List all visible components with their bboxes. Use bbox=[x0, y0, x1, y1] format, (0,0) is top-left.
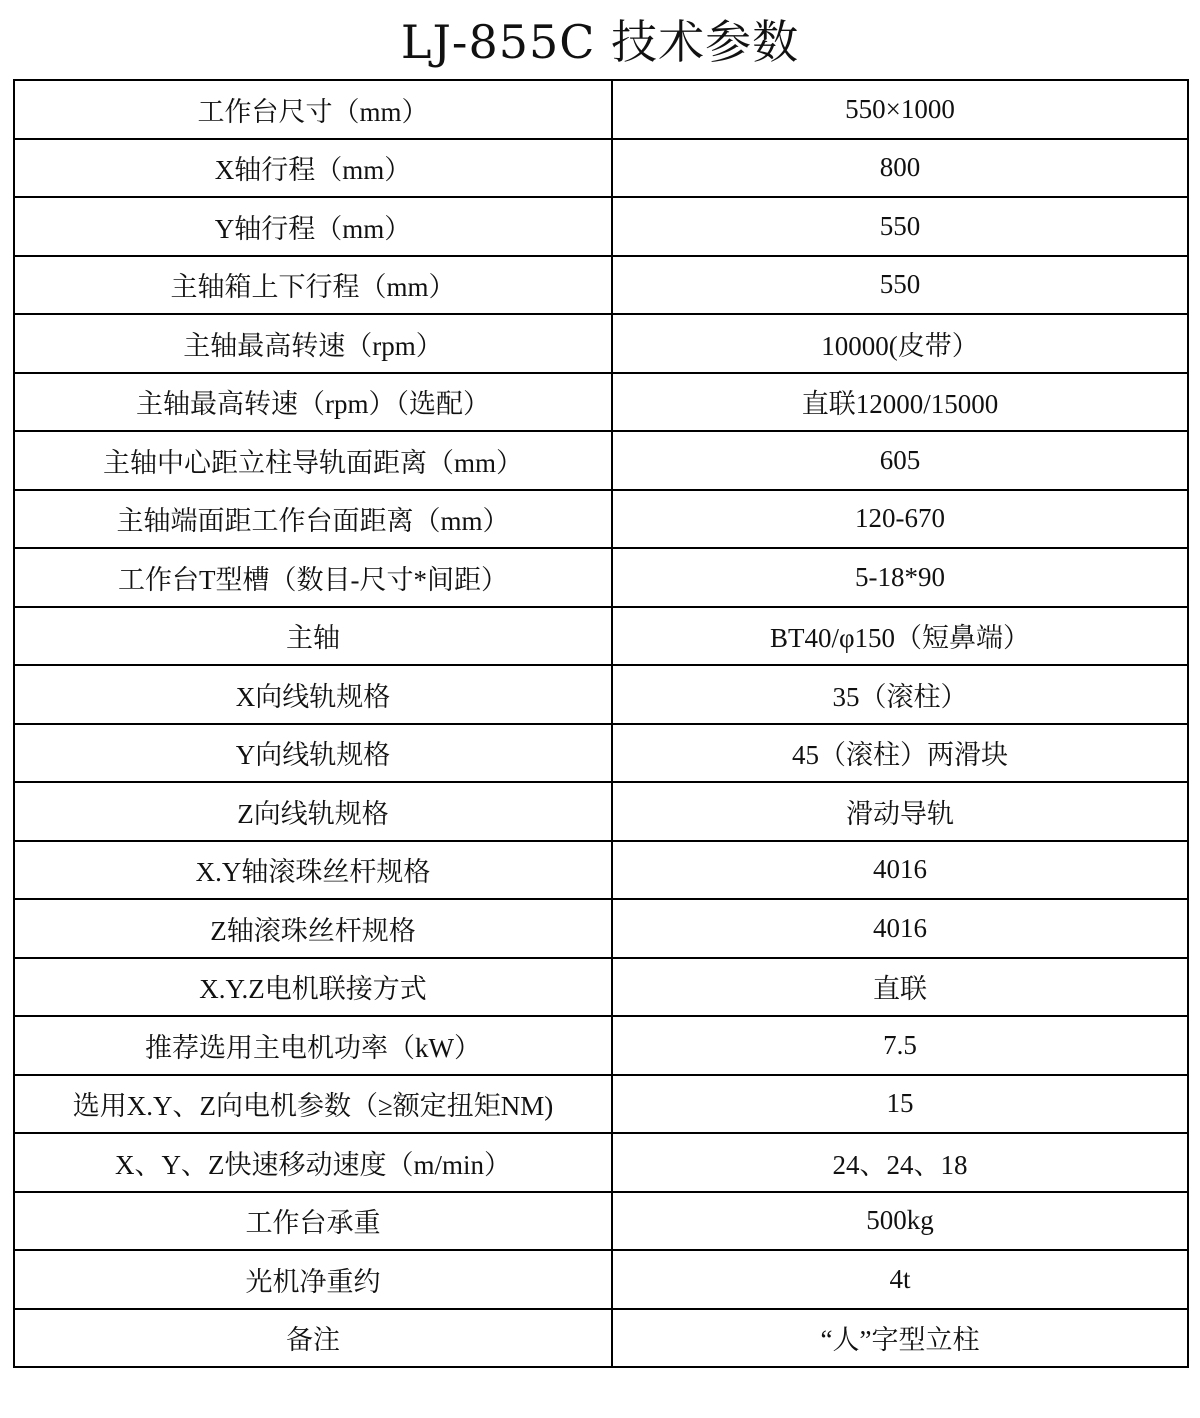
table-row bbox=[14, 1250, 1188, 1309]
table-row bbox=[14, 1016, 1188, 1075]
table-row bbox=[14, 314, 1188, 373]
param-name-cell: 推荐选用主电机功率（kW） bbox=[14, 1016, 612, 1075]
param-name-cell: Z轴滚珠丝杆规格 bbox=[14, 899, 612, 958]
table-row bbox=[14, 373, 1188, 432]
table-row bbox=[14, 607, 1188, 666]
param-name-cell: X.Y轴滚珠丝杆规格 bbox=[14, 841, 612, 900]
param-value-cell: 5-18*90 bbox=[612, 548, 1188, 607]
param-name-cell: 工作台承重 bbox=[14, 1192, 612, 1251]
param-value-cell: 4t bbox=[612, 1250, 1188, 1309]
param-name-cell: 备注 bbox=[14, 1309, 612, 1368]
param-value-cell: 45（滚柱）两滑块 bbox=[612, 724, 1188, 783]
table-row bbox=[14, 782, 1188, 841]
table-row bbox=[14, 1075, 1188, 1134]
table-row bbox=[14, 490, 1188, 549]
param-name-cell: 主轴 bbox=[14, 607, 612, 666]
param-name-cell: 主轴最高转速（rpm）（选配） bbox=[14, 373, 612, 432]
param-value-cell: “人”字型立柱 bbox=[612, 1309, 1188, 1368]
param-name-cell: Z向线轨规格 bbox=[14, 782, 612, 841]
table-row bbox=[14, 431, 1188, 490]
param-name-cell: Y轴行程（mm） bbox=[14, 197, 612, 256]
param-value-cell: 800 bbox=[612, 139, 1188, 198]
param-value-cell: 605 bbox=[612, 431, 1188, 490]
param-value-cell: 滑动导轨 bbox=[612, 782, 1188, 841]
table-row bbox=[14, 841, 1188, 900]
table-row bbox=[14, 1309, 1188, 1368]
param-value-cell: 550×1000 bbox=[612, 80, 1188, 139]
table-row bbox=[14, 139, 1188, 198]
table-row bbox=[14, 958, 1188, 1017]
param-value-cell: 550 bbox=[612, 256, 1188, 315]
spec-table-body bbox=[14, 80, 1188, 1367]
param-name-cell: 选用X.Y、Z向电机参数（≥额定扭矩NM) bbox=[14, 1075, 612, 1134]
param-value-cell: 35（滚柱） bbox=[612, 665, 1188, 724]
param-value-cell: 直联 bbox=[612, 958, 1188, 1017]
param-value-cell: 直联12000/15000 bbox=[612, 373, 1188, 432]
table-row bbox=[14, 724, 1188, 783]
table-row bbox=[14, 899, 1188, 958]
param-value-cell: 15 bbox=[612, 1075, 1188, 1134]
table-row bbox=[14, 197, 1188, 256]
param-value-cell: 4016 bbox=[612, 841, 1188, 900]
param-value-cell: 500kg bbox=[612, 1192, 1188, 1251]
param-value-cell: 550 bbox=[612, 197, 1188, 256]
param-name-cell: X向线轨规格 bbox=[14, 665, 612, 724]
param-name-cell: 主轴端面距工作台面距离（mm） bbox=[14, 490, 612, 549]
table-row bbox=[14, 1133, 1188, 1192]
param-value-cell: 4016 bbox=[612, 899, 1188, 958]
page-title: LJ-855C 技术参数 bbox=[400, 15, 800, 69]
param-value-cell: 120-670 bbox=[612, 490, 1188, 549]
table-row bbox=[14, 80, 1188, 139]
param-name-cell: 主轴最高转速（rpm） bbox=[14, 314, 612, 373]
table-row bbox=[14, 548, 1188, 607]
param-name-cell: 工作台T型槽（数目-尺寸*间距） bbox=[14, 548, 612, 607]
param-value-cell: 7.5 bbox=[612, 1016, 1188, 1075]
param-name-cell: Y向线轨规格 bbox=[14, 724, 612, 783]
table-row bbox=[14, 665, 1188, 724]
param-name-cell: 主轴箱上下行程（mm） bbox=[14, 256, 612, 315]
param-name-cell: X.Y.Z电机联接方式 bbox=[14, 958, 612, 1017]
table-row bbox=[14, 256, 1188, 315]
param-name-cell: X轴行程（mm） bbox=[14, 139, 612, 198]
param-value-cell: BT40/φ150（短鼻端） bbox=[612, 607, 1188, 666]
param-value-cell: 24、24、18 bbox=[612, 1133, 1188, 1192]
spec-table bbox=[13, 79, 1189, 1368]
param-name-cell: 工作台尺寸（mm） bbox=[14, 80, 612, 139]
param-value-cell: 10000(皮带） bbox=[612, 314, 1188, 373]
param-name-cell: X、Y、Z快速移动速度（m/min） bbox=[14, 1133, 612, 1192]
param-name-cell: 光机净重约 bbox=[14, 1250, 612, 1309]
param-name-cell: 主轴中心距立柱导轨面距离（mm） bbox=[14, 431, 612, 490]
table-row bbox=[14, 1192, 1188, 1251]
